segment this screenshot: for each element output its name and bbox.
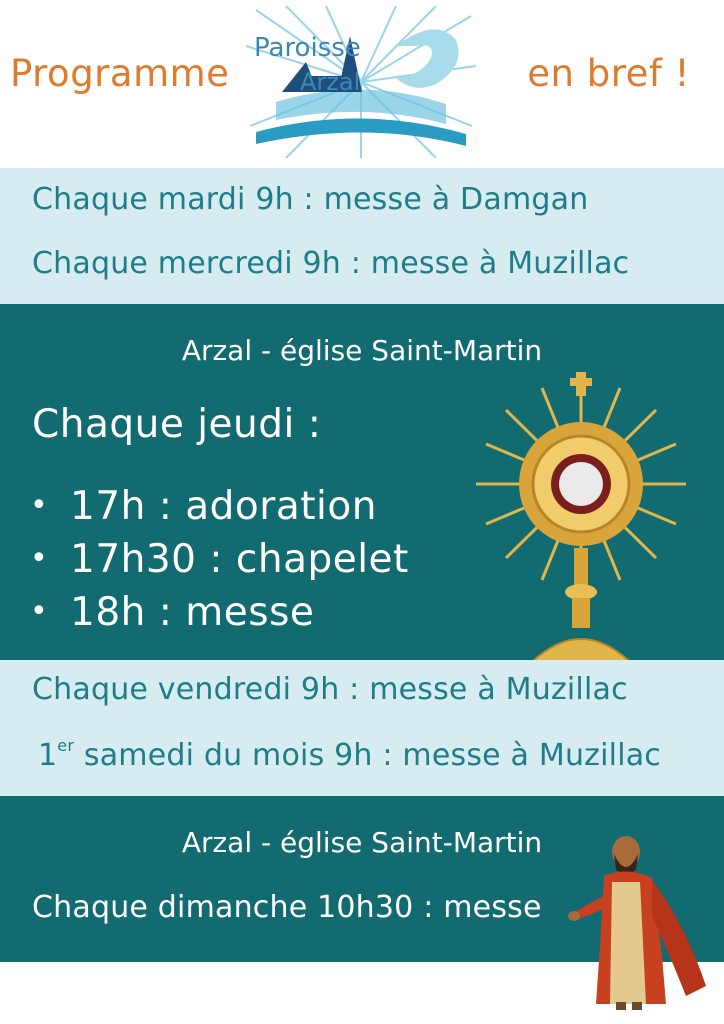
saint-figure-image	[566, 836, 716, 1012]
weekday-band	[0, 168, 724, 304]
svg-text:Paroisse: Paroisse	[254, 33, 361, 63]
monstrance-image	[472, 372, 690, 668]
svg-text:Arzal: Arzal	[300, 68, 361, 96]
schedule-item-messe: • 18h : messe	[30, 590, 315, 635]
tuesday-mass: Chaque mardi 9h : messe à Damgan	[32, 182, 589, 217]
wednesday-mass: Chaque mercredi 9h : messe à Muzillac	[32, 246, 630, 281]
first-saturday-mass: 1er samedi du mois 9h : messe à Muzillac	[38, 736, 662, 773]
thursday-heading: Chaque jeudi :	[32, 402, 322, 447]
sunday-location: Arzal - église Saint-Martin	[181, 826, 543, 859]
schedule-item-adoration: • 17h : adoration	[30, 484, 377, 529]
header	[0, 0, 724, 168]
thursday-location: Arzal - église Saint-Martin	[181, 334, 543, 367]
schedule-item-chapelet: • 17h30 : chapelet	[30, 537, 409, 582]
parish-logo	[246, 6, 476, 158]
friday-mass: Chaque vendredi 9h : messe à Muzillac	[32, 672, 628, 707]
title-programme: Programme	[10, 52, 230, 95]
thursday-schedule	[30, 480, 409, 639]
title-en-bref: en bref !	[527, 52, 690, 95]
friday-saturday-band	[0, 660, 724, 796]
sunday-mass: Chaque dimanche 10h30 : messe	[32, 890, 542, 925]
